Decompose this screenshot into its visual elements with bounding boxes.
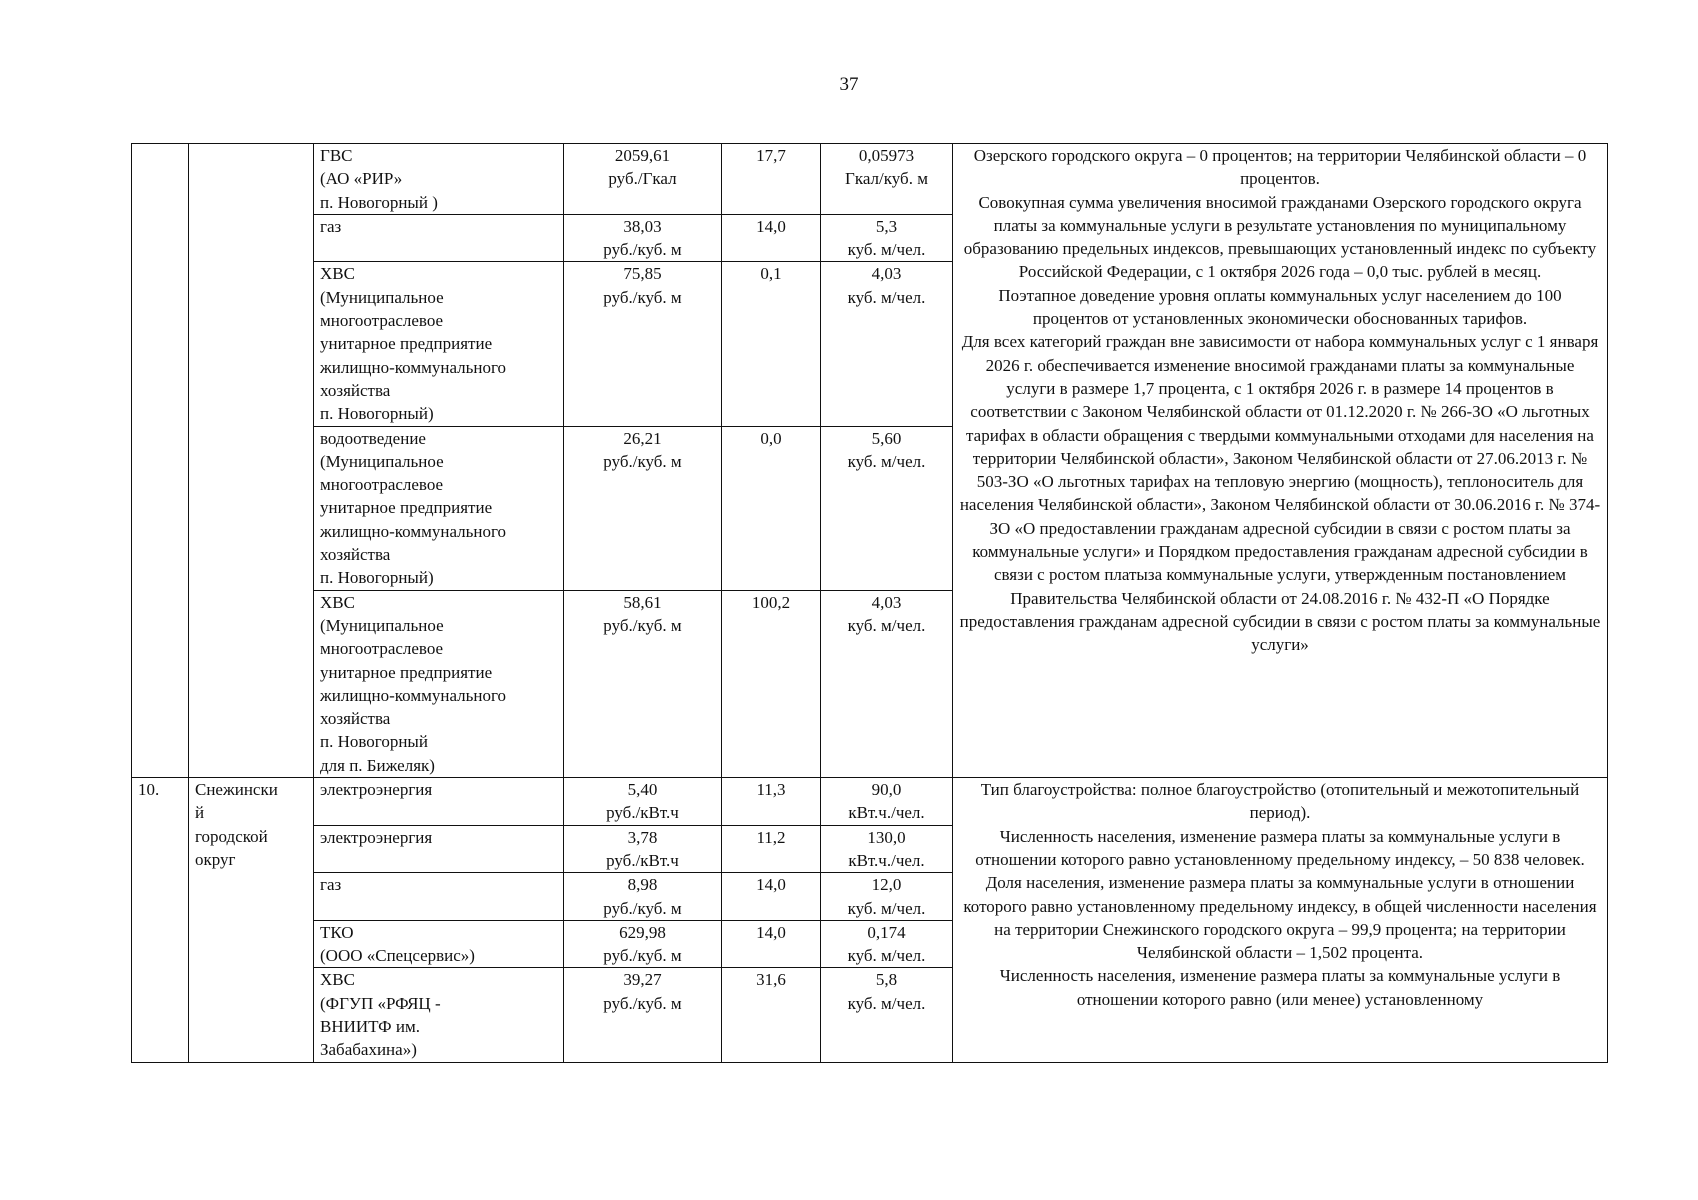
- row-number-cell: [132, 144, 189, 778]
- tariff-cell: 2059,61 руб./Гкал: [564, 144, 722, 215]
- index-cell: 0,1: [722, 262, 821, 426]
- service-cell: ХВС (Муниципальное многоотраслевое унитарное предприятие жилищно-коммунального хозяйства п. Новогорный): [314, 262, 564, 426]
- index-cell: 31,6: [722, 968, 821, 1062]
- service-cell: водоотведение (Муниципальное многоотраслевое унитарное предприятие жилищно-коммунального хозяйства п. Новогорный): [314, 426, 564, 590]
- index-cell: 14,0: [722, 920, 821, 968]
- index-cell: 11,3: [722, 778, 821, 826]
- service-cell: электроэнергия: [314, 778, 564, 826]
- note-cell: Тип благоустройства: полное благоустройство (отопительный и межотопительный период). Численность населения, изменение размера платы за коммунальные услуги в отношении которого равно установленному предельному индексу, – 50 838 человек. Доля населения, изменение размера платы за коммунальные услуги в отношении которого равно установленному предельному индексу, в общей численности населения на территории Снежинского городского округа – 99,9 процента; на территории Челябинской области – 1,502 процента. Численность населения, изменение размера платы за коммунальные услуги в отношении которого равно (или менее) установленному: [953, 778, 1608, 1063]
- tariff-cell: 26,21 руб./куб. м: [564, 426, 722, 590]
- index-cell: 17,7: [722, 144, 821, 215]
- table-row: [132, 144, 1608, 215]
- norm-cell: 4,03 куб. м/чел.: [821, 590, 953, 777]
- service-cell: ГВС (АО «РИР» п. Новогорный ): [314, 144, 564, 215]
- tariff-cell: 39,27 руб./куб. м: [564, 968, 722, 1062]
- norm-cell: 5,3 куб. м/чел.: [821, 214, 953, 262]
- index-cell: 14,0: [722, 214, 821, 262]
- index-cell: 100,2: [722, 590, 821, 777]
- tariff-cell: 38,03 руб./куб. м: [564, 214, 722, 262]
- norm-cell: 90,0 кВт.ч./чел.: [821, 778, 953, 826]
- table-row: [132, 778, 1608, 826]
- page-number: 37: [839, 74, 859, 95]
- municipality-cell: Снежински й городской округ: [189, 778, 314, 1063]
- index-cell: 14,0: [722, 873, 821, 921]
- note-cell: Озерского городского округа – 0 процентов; на территории Челябинской области – 0 процентов. Совокупная сумма увеличения вносимой гражданами Озерского городского округа платы за коммунальные услуги в результате установления по муниципальному образованию предельных индексов, превышающих установленный индекс по субъекту Российской Федерации, с 1 октября 2026 года – 0,0 тыс. рублей в месяц. Поэтапное доведение уровня оплаты коммунальных услуг населением до 100 процентов от установленных экономически обоснованных тарифов. Для всех категорий граждан вне зависимости от набора коммунальных услуг с 1 января 2026 г. обеспечивается изменение вносимой гражданами платы за коммунальные услуги в размере 1,7 процента, с 1 октября 2026 г. в размере 14 процентов в соответствии с Законом Челябинской области от 01.12.2020 г. № 266-ЗО «О льготных тарифах в области обращения с твердыми коммунальными отходами для населения на территории Челябинской области», Законом Челябинской области от 27.06.2013 г. № 503-ЗО «О льготных тарифах на тепловую энергию (мощность), теплоноситель для населения Челябинской области», Законом Челябинской области от 30.06.2016 г. № 374-ЗО «О предоставлении гражданам адресной субсидии в связи с ростом платы за коммунальные услуги» и Порядком предоставления гражданам адресной субсидии в связи с ростом платыза коммунальные услуги, утвержденным постановлением Правительства Челябинской области от 24.08.2016 г. № 432-П «О Порядке предоставления гражданам адресной субсидии в связи с ростом платы за коммунальные услуги»: [953, 144, 1608, 778]
- norm-cell: 0,05973 Гкал/куб. м: [821, 144, 953, 215]
- tariff-cell: 58,61 руб./куб. м: [564, 590, 722, 777]
- service-cell: ТКО (ООО «Спецсервис»): [314, 920, 564, 968]
- tariff-cell: 629,98 руб./куб. м: [564, 920, 722, 968]
- row-number-cell: 10.: [132, 778, 189, 1063]
- tariff-cell: 75,85 руб./куб. м: [564, 262, 722, 426]
- service-cell: ХВС (ФГУП «РФЯЦ - ВНИИТФ им. Забабахина»): [314, 968, 564, 1062]
- service-cell: газ: [314, 873, 564, 921]
- service-cell: электроэнергия: [314, 825, 564, 873]
- index-cell: 11,2: [722, 825, 821, 873]
- tariff-cell: 5,40 руб./кВт.ч: [564, 778, 722, 826]
- tariff-cell: 8,98 руб./куб. м: [564, 873, 722, 921]
- municipality-cell: [189, 144, 314, 778]
- service-cell: газ: [314, 214, 564, 262]
- service-cell: ХВС (Муниципальное многоотраслевое унитарное предприятие жилищно-коммунального хозяйства п. Новогорный для п. Бижеляк): [314, 590, 564, 777]
- index-cell: 0,0: [722, 426, 821, 590]
- norm-cell: 130,0 кВт.ч./чел.: [821, 825, 953, 873]
- norm-cell: 4,03 куб. м/чел.: [821, 262, 953, 426]
- norm-cell: 5,8 куб. м/чел.: [821, 968, 953, 1062]
- tariff-table: [131, 143, 1608, 1063]
- tariff-cell: 3,78 руб./кВт.ч: [564, 825, 722, 873]
- norm-cell: 0,174 куб. м/чел.: [821, 920, 953, 968]
- norm-cell: 12,0 куб. м/чел.: [821, 873, 953, 921]
- norm-cell: 5,60 куб. м/чел.: [821, 426, 953, 590]
